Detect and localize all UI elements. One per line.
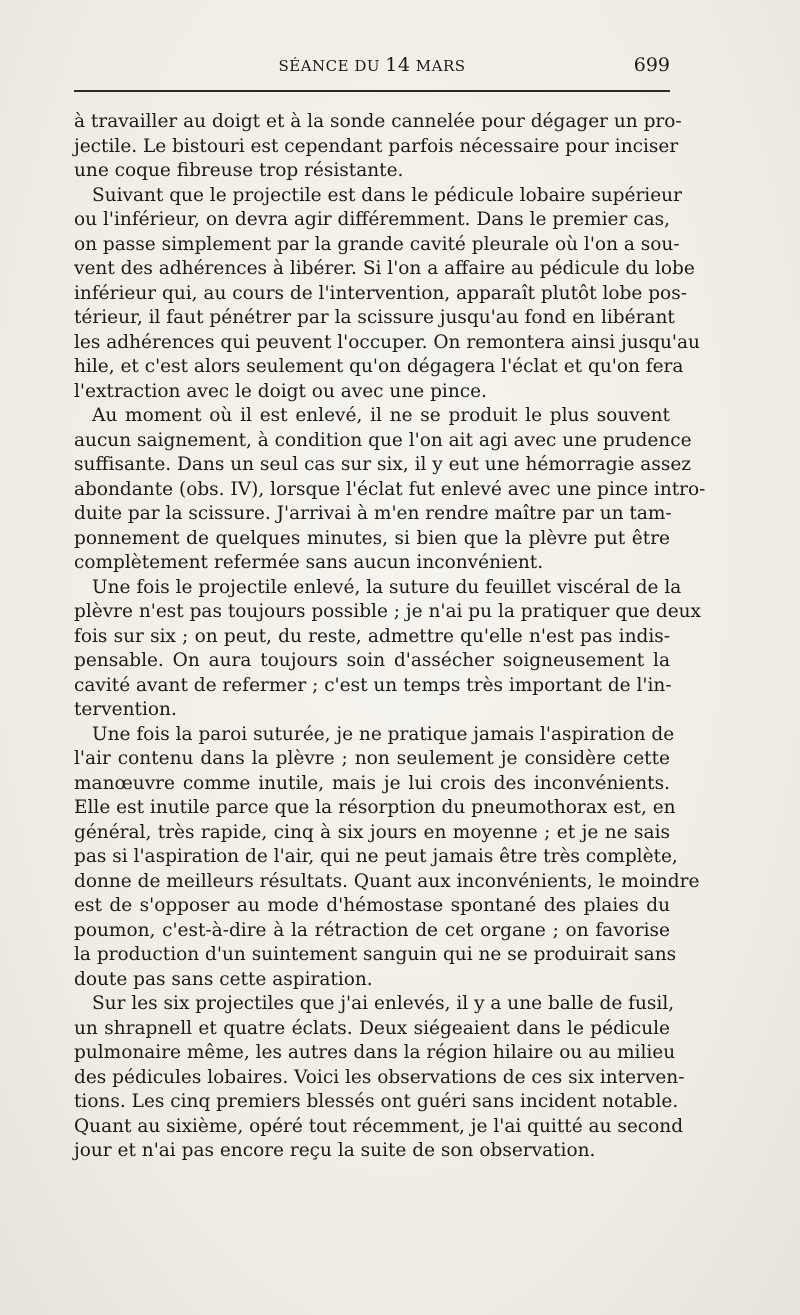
text-line: vent des adhérences à libérer. Si l'on a affaire au pédicule du lobe <box>74 258 695 279</box>
running-title-prefix: SÉANCE DU <box>278 57 386 75</box>
text-line: la production d'un suintement sanguin qui ne se produirait sans <box>74 944 677 965</box>
text-line: inférieur qui, au cours de l'intervention, apparaît plutôt lobe pos- <box>74 282 687 304</box>
text-line: jour et n'ai pas encore reçu la suite de son observation. <box>74 1140 596 1161</box>
text-line: duite par la scissure. J'arrivai à m'en rendre maître par un tam- <box>74 503 672 524</box>
text-line: fois sur six ; on peut, du reste, admettre qu'elle n'est pas indis- <box>74 625 670 647</box>
text-line: ponnement de quelques minutes, si bien que la plèvre put être <box>74 527 670 549</box>
header-rule <box>74 90 670 92</box>
text-line: pulmonaire même, les autres dans la région hilaire ou au milieu <box>74 1042 676 1063</box>
text-line: Suivant que le projectile est dans le pédicule lobaire supérieur <box>92 184 682 206</box>
page-number: 699 <box>633 54 670 76</box>
text-line: donne de meilleurs résultats. Quant aux inconvénients, le moindre <box>74 870 700 892</box>
text-line: des pédicules lobaires. Voici les observations de ces six interven- <box>74 1066 685 1088</box>
text-line: jectile. Le bistouri est cependant parfois nécessaire pour inciser <box>74 135 679 157</box>
text-line: térieur, il faut pénétrer par la scissure jusqu'au fond en libérant <box>74 307 675 328</box>
text-line: cavité avant de refermer ; c'est un temps très important de l'in- <box>74 674 672 696</box>
text-line: tions. Les cinq premiers blessés ont guéri sans incident notable. <box>74 1091 679 1112</box>
text-line: plèvre n'est pas toujours possible ; je n'ai pu la pratiquer que deux <box>74 601 701 622</box>
running-title-day: 14 <box>385 54 411 76</box>
text-line: Elle est inutile parce que la résorption du pneumothorax est, en <box>74 797 676 818</box>
text-line: doute pas sans cette aspiration. <box>74 968 373 990</box>
text-line: complètement refermée sans aucun inconvénient. <box>74 552 544 573</box>
paragraph-5 <box>74 723 700 993</box>
text-line: abondante (obs. IV), lorsque l'éclat fut enlevé avec une pince intro- <box>74 478 706 500</box>
text-line: les adhérences qui peuvent l'occuper. On remontera ainsi jusqu'au <box>74 331 700 353</box>
text-line: hile, et c'est alors seulement qu'on dégagera l'éclat et qu'on fera <box>74 356 684 377</box>
text-line: Une fois la paroi suturée, je ne pratique jamais l'aspiration de <box>92 723 675 745</box>
paragraph-6 <box>74 992 685 1164</box>
text-line: un shrapnell et quatre éclats. Deux siégeaient dans le pédicule <box>74 1017 670 1039</box>
text-line: suffisante. Dans un seul cas sur six, il y eut une hémorragie assez <box>74 454 692 475</box>
text-line: manœuvre comme inutile, mais je lui crois des inconvénients. <box>74 772 670 794</box>
text-line: à travailler au doigt et à la sonde cannelée pour dégager un pro- <box>74 111 682 132</box>
running-title <box>74 54 670 76</box>
text-line: Une fois le projectile enlevé, la suture du feuillet viscéral de la <box>92 576 682 598</box>
running-head <box>74 54 670 78</box>
text-line: pas si l'aspiration de l'air, qui ne peut jamais être très complète, <box>74 846 678 867</box>
text-line: l'extraction avec le doigt ou avec une pince. <box>74 380 487 402</box>
paragraph-2 <box>74 184 700 405</box>
text-line: général, très rapide, cinq à six jours en moyenne ; et je ne sais <box>74 821 670 843</box>
text-line: est de s'opposer au mode d'hémostase spontané des plaies du <box>74 895 670 916</box>
text-line: on passe simplement par la grande cavité pleurale où l'on a sou- <box>74 233 680 255</box>
text-line: tervention. <box>74 699 177 720</box>
text-line: Quant au sixième, opéré tout récemment, je l'ai quitté au second <box>74 1115 684 1137</box>
text-line: Sur les six projectiles que j'ai enlevés, il y a une balle de fusil, <box>92 993 675 1014</box>
running-title-month: MARS <box>410 57 466 75</box>
text-line: pensable. On aura toujours soin d'assécher soigneusement la <box>74 650 670 671</box>
text-line: aucun saignement, à condition que l'on ait agi avec une prudence <box>74 429 692 451</box>
paragraph-3 <box>74 404 706 576</box>
text-line: poumon, c'est-à-dire à la rétraction de cet organe ; on favorise <box>74 919 670 941</box>
text-line: Au moment où il est enlevé, il ne se produit le plus souvent <box>92 405 670 426</box>
paragraph-1 <box>74 110 682 184</box>
text-line: l'air contenu dans la plèvre ; non seulement je considère cette <box>74 748 670 769</box>
text-line: ou l'inférieur, on devra agir différemment. Dans le premier cas, <box>74 209 670 230</box>
body-text <box>74 110 706 1164</box>
paragraph-4 <box>74 576 701 723</box>
text-line: une coque fibreuse trop résistante. <box>74 160 404 181</box>
